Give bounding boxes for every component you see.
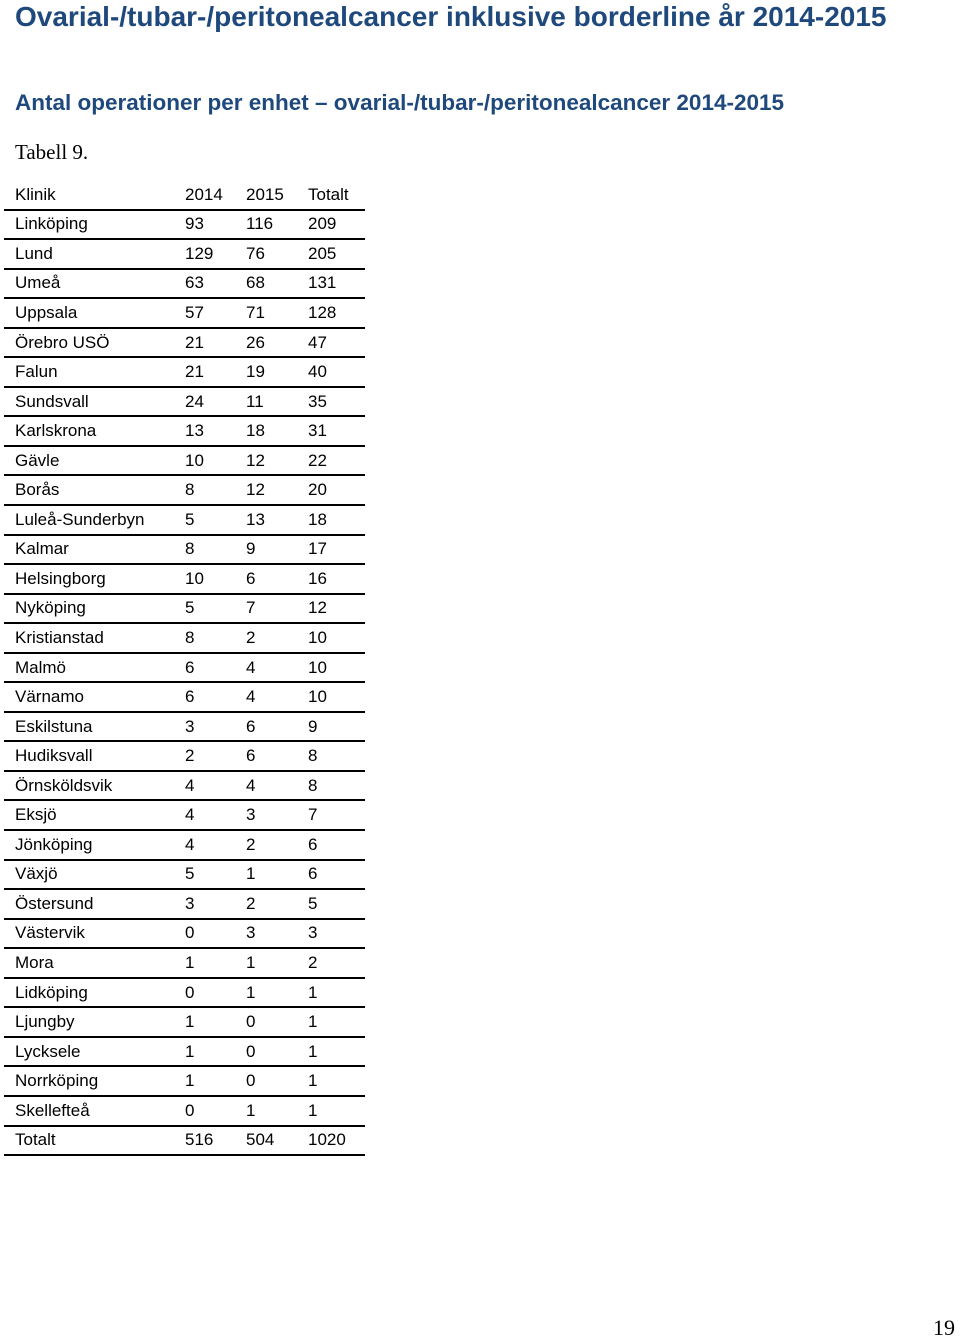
cell-totalt: 1 — [308, 1071, 318, 1091]
cell-klinik: Skellefteå — [15, 1100, 90, 1120]
cell-klinik: Sundsvall — [15, 391, 89, 411]
cell-klinik: Hudiksvall — [15, 746, 93, 766]
table-row — [4, 683, 365, 713]
table-caption: Tabell 9. — [15, 140, 89, 164]
cell-2014: 57 — [185, 302, 204, 322]
cell-totalt: 16 — [308, 568, 327, 588]
cell-totalt: 8 — [308, 775, 318, 795]
cell-klinik: Värnamo — [15, 687, 84, 707]
cell-2014: 13 — [185, 421, 204, 441]
table-row — [4, 270, 365, 300]
cell-2015: 2 — [246, 834, 256, 854]
cell-totalt: 1 — [308, 1012, 318, 1032]
table-row — [4, 801, 365, 831]
header-2015: 2015 — [246, 184, 284, 204]
cell-klinik: Umeå — [15, 273, 61, 293]
cell-klinik: Östersund — [15, 893, 94, 913]
cell-klinik: Örnsköldsvik — [15, 775, 113, 795]
cell-2015: 3 — [246, 805, 256, 825]
cell-2014: 21 — [185, 332, 204, 352]
cell-2014: 5 — [185, 509, 195, 529]
cell-2014: 1 — [185, 1012, 195, 1032]
cell-totalt: 18 — [308, 509, 327, 529]
cell-klinik: Ljungby — [15, 1012, 75, 1032]
cell-totalt: 1 — [308, 1041, 318, 1061]
cell-2015: 0 — [246, 1041, 256, 1061]
cell-totalt: 1 — [308, 1100, 318, 1120]
operations-table — [4, 181, 365, 1156]
cell-2014: 1 — [185, 1071, 195, 1091]
cell-2015: 6 — [246, 716, 256, 736]
table-row — [4, 742, 365, 772]
header-totalt: Totalt — [308, 184, 349, 204]
cell-totalt: 10 — [308, 657, 327, 677]
cell-totalt: 131 — [308, 273, 337, 293]
cell-2014: 10 — [185, 450, 204, 470]
header-klinik: Klinik — [15, 184, 56, 204]
cell-2015: 12 — [246, 450, 265, 470]
cell-2014: 63 — [185, 273, 204, 293]
cell-klinik: Eksjö — [15, 805, 57, 825]
cell-klinik: Mora — [15, 952, 54, 972]
cell-totalt: 6 — [308, 834, 318, 854]
table-row — [4, 772, 365, 802]
table-row — [4, 329, 365, 359]
cell-2015: 1 — [246, 1100, 256, 1120]
cell-2015: 6 — [246, 568, 256, 588]
cell-klinik: Lidköping — [15, 982, 88, 1002]
cell-klinik: Lycksele — [15, 1041, 81, 1061]
cell-2014: 6 — [185, 657, 195, 677]
cell-klinik: Jönköping — [15, 834, 93, 854]
cell-2015: 1 — [246, 952, 256, 972]
cell-klinik: Norrköping — [15, 1071, 99, 1091]
cell-2015: 2 — [246, 893, 256, 913]
table-row — [4, 979, 365, 1009]
cell-klinik: Totalt — [15, 1130, 56, 1150]
cell-2015: 9 — [246, 539, 256, 559]
cell-2014: 0 — [185, 982, 195, 1002]
cell-2015: 4 — [246, 657, 256, 677]
cell-2014: 4 — [185, 834, 195, 854]
cell-klinik: Växjö — [15, 864, 58, 884]
table-row — [4, 624, 365, 654]
cell-2015: 3 — [246, 923, 256, 943]
cell-totalt: 209 — [308, 214, 337, 234]
cell-2015: 68 — [246, 273, 265, 293]
table-row — [4, 388, 365, 418]
cell-2014: 516 — [185, 1130, 214, 1150]
cell-totalt: 17 — [308, 539, 327, 559]
cell-2014: 0 — [185, 923, 195, 943]
cell-klinik: Helsingborg — [15, 568, 106, 588]
header-2014: 2014 — [185, 184, 223, 204]
cell-totalt: 8 — [308, 746, 318, 766]
cell-2014: 8 — [185, 539, 195, 559]
table-row — [4, 1008, 365, 1038]
cell-totalt: 10 — [308, 687, 327, 707]
cell-2015: 0 — [246, 1012, 256, 1032]
cell-2015: 1 — [246, 982, 256, 1002]
cell-totalt: 5 — [308, 893, 318, 913]
cell-klinik: Eskilstuna — [15, 716, 93, 736]
cell-2014: 8 — [185, 480, 195, 500]
cell-klinik: Falun — [15, 362, 58, 382]
table-row — [4, 476, 365, 506]
cell-2015: 19 — [246, 362, 265, 382]
cell-totalt: 7 — [308, 805, 318, 825]
cell-2015: 0 — [246, 1071, 256, 1091]
cell-2014: 10 — [185, 568, 204, 588]
cell-2015: 18 — [246, 421, 265, 441]
cell-2014: 8 — [185, 627, 195, 647]
cell-klinik: Kalmar — [15, 539, 69, 559]
page-title: Ovarial-/tubar-/peritonealcancer inklusive borderline år 2014-2015 — [15, 1, 887, 32]
cell-2014: 5 — [185, 598, 195, 618]
cell-2014: 4 — [185, 805, 195, 825]
table-row — [4, 565, 365, 595]
cell-klinik: Uppsala — [15, 302, 78, 322]
table-header-row — [4, 181, 365, 211]
cell-2015: 1 — [246, 864, 256, 884]
cell-klinik: Luleå-Sunderbyn — [15, 509, 145, 529]
table-row — [4, 299, 365, 329]
cell-klinik: Örebro USÖ — [15, 332, 110, 352]
cell-2014: 1 — [185, 952, 195, 972]
cell-2015: 6 — [246, 746, 256, 766]
table-row — [4, 536, 365, 566]
table-row — [4, 1038, 365, 1068]
table-row — [4, 949, 365, 979]
table-row — [4, 920, 365, 950]
cell-2014: 93 — [185, 214, 204, 234]
cell-2014: 3 — [185, 893, 195, 913]
cell-2014: 1 — [185, 1041, 195, 1061]
table-row — [4, 358, 365, 388]
cell-2014: 4 — [185, 775, 195, 795]
table-row — [4, 890, 365, 920]
table-total-row — [4, 1127, 365, 1157]
cell-totalt: 2 — [308, 952, 318, 972]
cell-klinik: Karlskrona — [15, 421, 97, 441]
cell-klinik: Kristianstad — [15, 627, 104, 647]
table-row — [4, 713, 365, 743]
section-heading: Antal operationer per enhet – ovarial-/tubar-/peritonealcancer 2014-2015 — [15, 90, 785, 115]
cell-2015: 116 — [246, 214, 274, 234]
cell-totalt: 1 — [308, 982, 318, 1002]
table-row — [4, 861, 365, 891]
cell-totalt: 9 — [308, 716, 318, 736]
cell-totalt: 1020 — [308, 1130, 346, 1150]
cell-2015: 4 — [246, 775, 256, 795]
table-row — [4, 211, 365, 241]
cell-totalt: 20 — [308, 480, 327, 500]
cell-totalt: 22 — [308, 450, 327, 470]
table-row — [4, 240, 365, 270]
cell-2015: 13 — [246, 509, 265, 529]
cell-2014: 21 — [185, 362, 204, 382]
page-number: 19 — [933, 1315, 955, 1340]
cell-klinik: Linköping — [15, 214, 88, 234]
cell-totalt: 47 — [308, 332, 327, 352]
table-row — [4, 595, 365, 625]
cell-totalt: 128 — [308, 302, 337, 322]
table-row — [4, 417, 365, 447]
cell-klinik: Malmö — [15, 657, 67, 677]
cell-klinik: Lund — [15, 243, 53, 263]
table-row — [4, 506, 365, 536]
cell-totalt: 35 — [308, 391, 327, 411]
cell-totalt: 31 — [308, 421, 327, 441]
cell-klinik: Västervik — [15, 923, 85, 943]
cell-totalt: 40 — [308, 362, 327, 382]
cell-2014: 3 — [185, 716, 195, 736]
cell-2015: 4 — [246, 687, 256, 707]
cell-2015: 76 — [246, 243, 265, 263]
cell-2014: 129 — [185, 243, 214, 263]
cell-2014: 0 — [185, 1100, 195, 1120]
cell-2015: 11 — [246, 391, 264, 411]
cell-2015: 7 — [246, 598, 256, 618]
table-body — [4, 211, 365, 1157]
table-row — [4, 1097, 365, 1127]
cell-totalt: 12 — [308, 598, 327, 618]
cell-totalt: 6 — [308, 864, 318, 884]
cell-klinik: Gävle — [15, 450, 60, 470]
cell-klinik: Nyköping — [15, 598, 86, 618]
cell-totalt: 3 — [308, 923, 318, 943]
cell-2015: 26 — [246, 332, 265, 352]
cell-2015: 12 — [246, 480, 265, 500]
cell-klinik: Borås — [15, 480, 60, 500]
cell-2014: 6 — [185, 687, 195, 707]
cell-totalt: 10 — [308, 627, 327, 647]
table-row — [4, 831, 365, 861]
cell-2014: 2 — [185, 746, 195, 766]
cell-2014: 5 — [185, 864, 195, 884]
table-row — [4, 1067, 365, 1097]
cell-totalt: 205 — [308, 243, 337, 263]
table-row — [4, 447, 365, 477]
cell-2014: 24 — [185, 391, 204, 411]
cell-2015: 71 — [246, 302, 265, 322]
cell-2015: 2 — [246, 627, 256, 647]
cell-2015: 504 — [246, 1130, 275, 1150]
table-row — [4, 654, 365, 684]
